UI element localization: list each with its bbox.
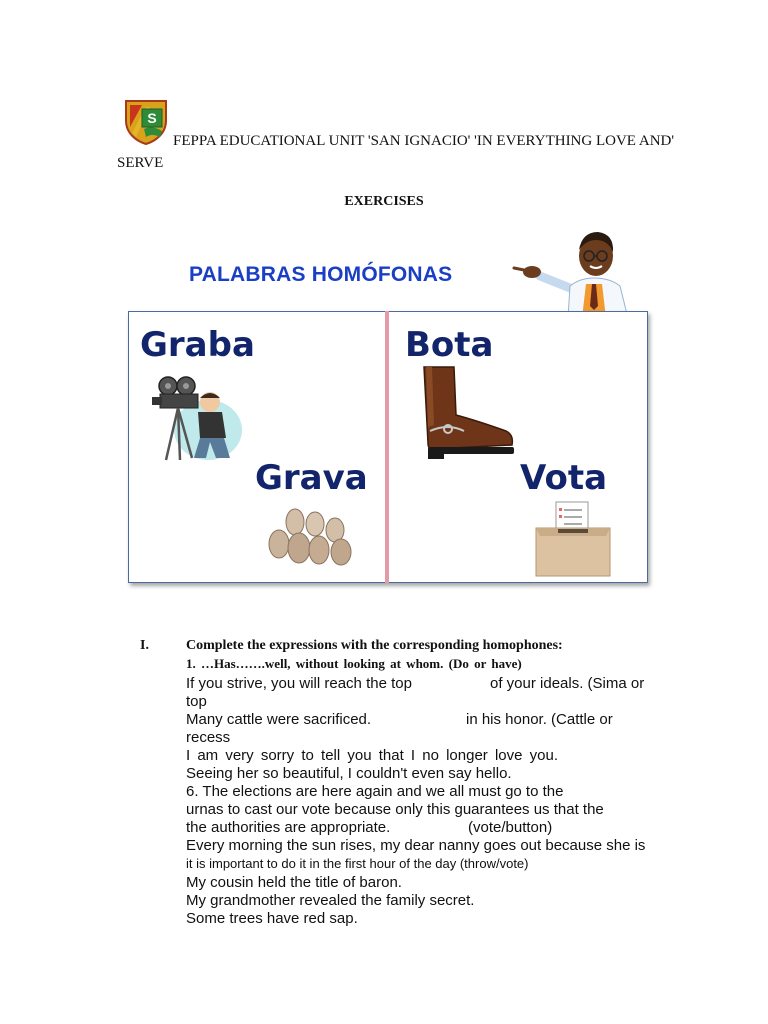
crest-letter: S — [147, 110, 157, 126]
exercise-1: 1. …Has…….well, without looking at whom. (Do or have) — [186, 656, 522, 671]
sentence-line-tail: of your ideals. (Sima or — [490, 675, 645, 692]
sentence-line: Some trees have red sap. — [186, 910, 358, 927]
sentence-line: urnas to cast our vote because only this guarantees us that the — [186, 801, 604, 818]
sentence-line: 6. The elections are here again and we all must go to the — [186, 783, 564, 800]
sentence-line: Every morning the sun rises, my dear nanny goes out because she is — [186, 837, 646, 854]
panel-divider — [385, 311, 389, 583]
boot-icon — [418, 365, 516, 460]
word-grava: Grava — [255, 458, 368, 498]
exercises-heading: EXERCISES — [344, 194, 424, 209]
sentence-line: top — [186, 693, 207, 710]
school-header-line: FEPPA EDUCATIONAL UNIT 'SAN IGNACIO' 'IN EVERYTHING LOVE AND' — [173, 133, 675, 149]
sentence-line: If you strive, you will reach the top — [186, 675, 412, 692]
sentence-line-tail: (vote/button) — [468, 819, 553, 836]
sentence-line: recess — [186, 729, 231, 746]
word-graba: Graba — [140, 325, 255, 365]
school-header-continuation: SERVE — [117, 155, 164, 171]
sentence-line: it is important to do it in the first hour of the day (throw/vote) — [186, 856, 529, 871]
word-bota: Bota — [405, 325, 494, 365]
section-numeral: I. — [140, 638, 149, 653]
word-vota: Vota — [520, 458, 608, 498]
section-instruction: Complete the expressions with the corresponding homophones: — [186, 638, 563, 653]
sentence-line-tail: in his honor. (Cattle or — [466, 711, 613, 728]
ballot-box-icon — [532, 500, 614, 578]
teacher-pointing-illustration — [510, 226, 632, 318]
sentence-line: My grandmother revealed the family secret. — [186, 892, 475, 909]
gravel-stones-icon — [265, 500, 355, 568]
school-crest-logo — [122, 97, 170, 145]
sentence-line: I am very sorry to tell you that I no longer love you. — [186, 747, 558, 764]
sentence-line: Many cattle were sacrificed. — [186, 711, 372, 728]
homophones-title: PALABRAS HOMÓFONAS — [189, 263, 453, 286]
sentence-line: My cousin held the title of baron. — [186, 874, 402, 891]
sentence-line: Seeing her so beautiful, I couldn't even say hello. — [186, 765, 512, 782]
sentence-line: the authorities are appropriate. — [186, 819, 391, 836]
cameraman-icon — [150, 372, 242, 464]
